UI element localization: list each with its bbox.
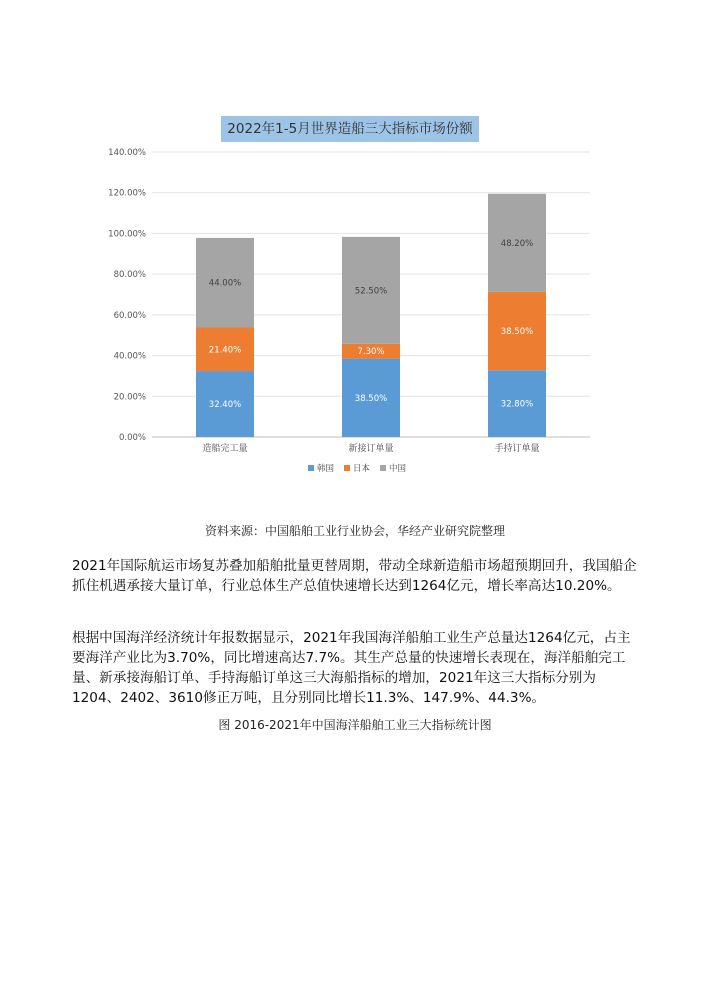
y-tick-label: 40.00% [113,351,146,362]
x-tick-label: 造船完工量 [202,444,248,454]
paragraph-1: 2021年国际航运市场复苏叠加船舶批量更替周期，带动全球新造船市场超预期回升，我国船企抓住机遇承接大量订单，行业总体生产总值快速增长达到1264亿元，增长率高达10.20%。 [72,558,637,594]
data-label: 52.50% [354,286,388,297]
x-tick-label: 手持订单量 [494,444,540,454]
stacked-bar-chart [90,110,610,480]
figure-caption: 图 2016-2021年中国海洋船舶工业三大指标统计图 [218,718,492,732]
data-label: 44.00% [208,278,242,289]
legend-swatch [344,465,350,471]
legend-swatch [308,465,314,471]
data-label: 38.50% [354,393,388,404]
data-label: 48.20% [500,238,534,249]
chart-canvas [90,110,610,480]
data-label: 32.40% [208,400,242,411]
y-tick-label: 120.00% [108,188,146,199]
data-label: 21.40% [208,345,242,356]
x-tick-label: 新接订单量 [348,444,394,454]
y-tick-label: 60.00% [113,310,146,321]
chart-title: 2022年1-5月世界造船三大指标市场份额 [221,116,479,142]
data-label: 7.30% [357,347,385,358]
legend-label: 日本 [353,464,371,474]
y-tick-label: 140.00% [108,148,146,158]
paragraph-2: 根据中国海洋经济统计年报数据显示，2021年我国海洋船舶工业生产总量达1264亿元，占主要海洋产业比为3.70%，同比增速高达7.7%。其生产总量的快速增长表现在，海洋船舶完工量、新承接海船订单、手持海船订单这三大海船指标的增加，2021年这三大指标分别为1204、2402、3610修正万吨，且分别同比增长11.3%、147.9%、44.3%。 [72,630,631,706]
data-label: 38.50% [500,327,534,338]
legend-label: 中国 [389,464,407,474]
source-note: 资料来源：中国船舶工业行业协会，华经产业研究院整理 [204,524,505,538]
y-tick-label: 80.00% [113,270,146,281]
legend-swatch [380,465,386,471]
y-tick-label: 0.00% [118,433,146,443]
y-tick-label: 100.00% [108,229,146,240]
data-label: 32.80% [500,399,534,410]
legend-label: 韩国 [317,464,335,474]
y-tick-label: 20.00% [113,392,146,403]
